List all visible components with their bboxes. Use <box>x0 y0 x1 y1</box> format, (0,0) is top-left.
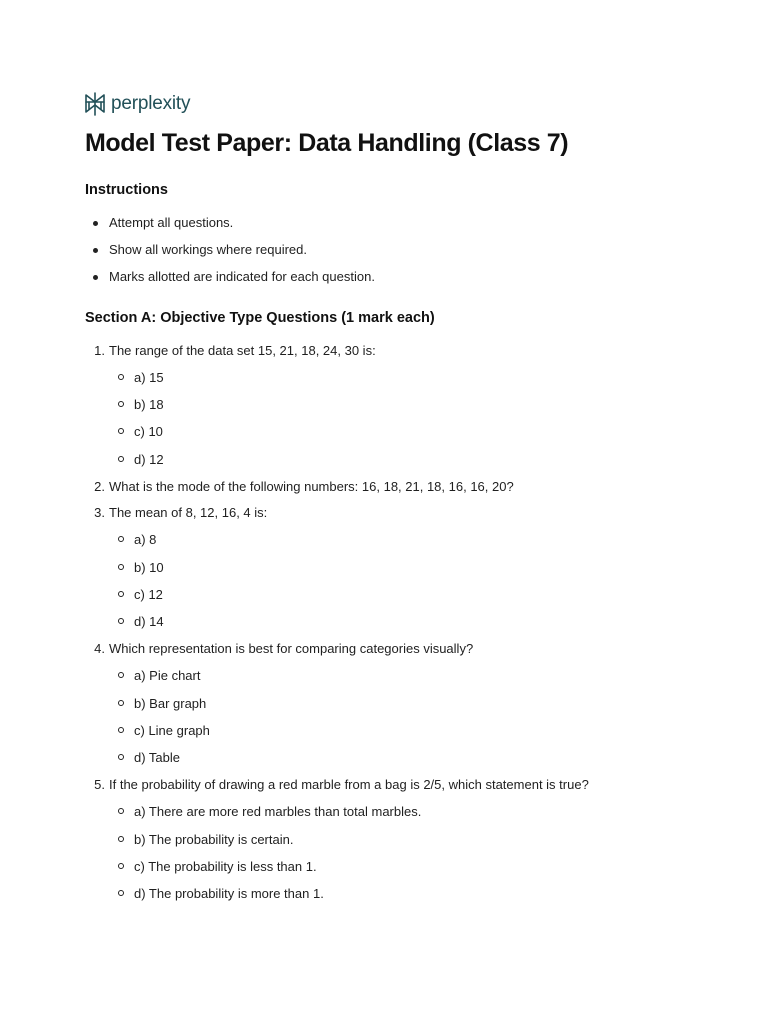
question-number: 3. <box>94 505 105 520</box>
perplexity-logo <box>84 90 190 118</box>
option-item: c) Line graph <box>134 723 210 738</box>
instructions-heading: Instructions <box>85 182 168 198</box>
option-item: a) 15 <box>134 370 164 385</box>
option-circle-icon <box>118 836 124 842</box>
option-item: a) There are more red marbles than total marbles. <box>134 804 422 819</box>
option-item: d) 12 <box>134 452 164 467</box>
option-circle-icon <box>118 672 124 678</box>
option-item: a) Pie chart <box>134 668 201 683</box>
question-text: What is the mode of the following numbers: 16, 18, 21, 18, 16, 16, 20? <box>109 479 514 494</box>
question-number: 5. <box>94 777 105 792</box>
option-circle-icon <box>118 618 124 624</box>
option-circle-icon <box>118 754 124 760</box>
option-item: d) The probability is more than 1. <box>134 886 324 901</box>
option-circle-icon <box>118 374 124 380</box>
option-circle-icon <box>118 808 124 814</box>
option-item: d) 14 <box>134 614 164 629</box>
option-item: a) 8 <box>134 532 157 547</box>
brand-name: perplexity <box>111 93 191 114</box>
question-text: If the probability of drawing a red marble from a bag is 2/5, which statement is true? <box>109 777 589 792</box>
option-circle-icon <box>118 591 124 597</box>
option-item: c) 12 <box>134 587 163 602</box>
option-item: c) 10 <box>134 424 163 439</box>
option-item: b) The probability is certain. <box>134 832 294 847</box>
instruction-item: Marks allotted are indicated for each question. <box>109 269 375 284</box>
option-circle-icon <box>118 401 124 407</box>
question-text: The mean of 8, 12, 16, 4 is: <box>109 505 268 520</box>
question-text: The range of the data set 15, 21, 18, 24, 30 is: <box>109 343 376 358</box>
perplexity-logo-icon <box>84 92 106 116</box>
option-item: b) 18 <box>134 397 164 412</box>
bullet-icon <box>93 248 98 253</box>
option-circle-icon <box>118 863 124 869</box>
option-circle-icon <box>118 456 124 462</box>
instruction-item: Attempt all questions. <box>109 215 234 230</box>
instruction-item: Show all workings where required. <box>109 242 307 257</box>
question-text: Which representation is best for comparing categories visually? <box>109 641 474 656</box>
option-circle-icon <box>118 564 124 570</box>
option-item: b) 10 <box>134 560 164 575</box>
option-circle-icon <box>118 727 124 733</box>
option-circle-icon <box>118 536 124 542</box>
option-circle-icon <box>118 700 124 706</box>
bullet-icon <box>93 275 98 280</box>
question-number: 1. <box>94 343 105 358</box>
option-circle-icon <box>118 890 124 896</box>
bullet-icon <box>93 221 98 226</box>
option-item: d) Table <box>134 750 181 765</box>
question-number: 2. <box>94 479 105 494</box>
page-title: Model Test Paper: Data Handling (Class 7) <box>85 129 569 157</box>
option-item: c) The probability is less than 1. <box>134 859 317 874</box>
section-a-heading: Section A: Objective Type Questions (1 mark each) <box>85 310 435 326</box>
option-item: b) Bar graph <box>134 696 207 711</box>
question-number: 4. <box>94 641 105 656</box>
option-circle-icon <box>118 428 124 434</box>
